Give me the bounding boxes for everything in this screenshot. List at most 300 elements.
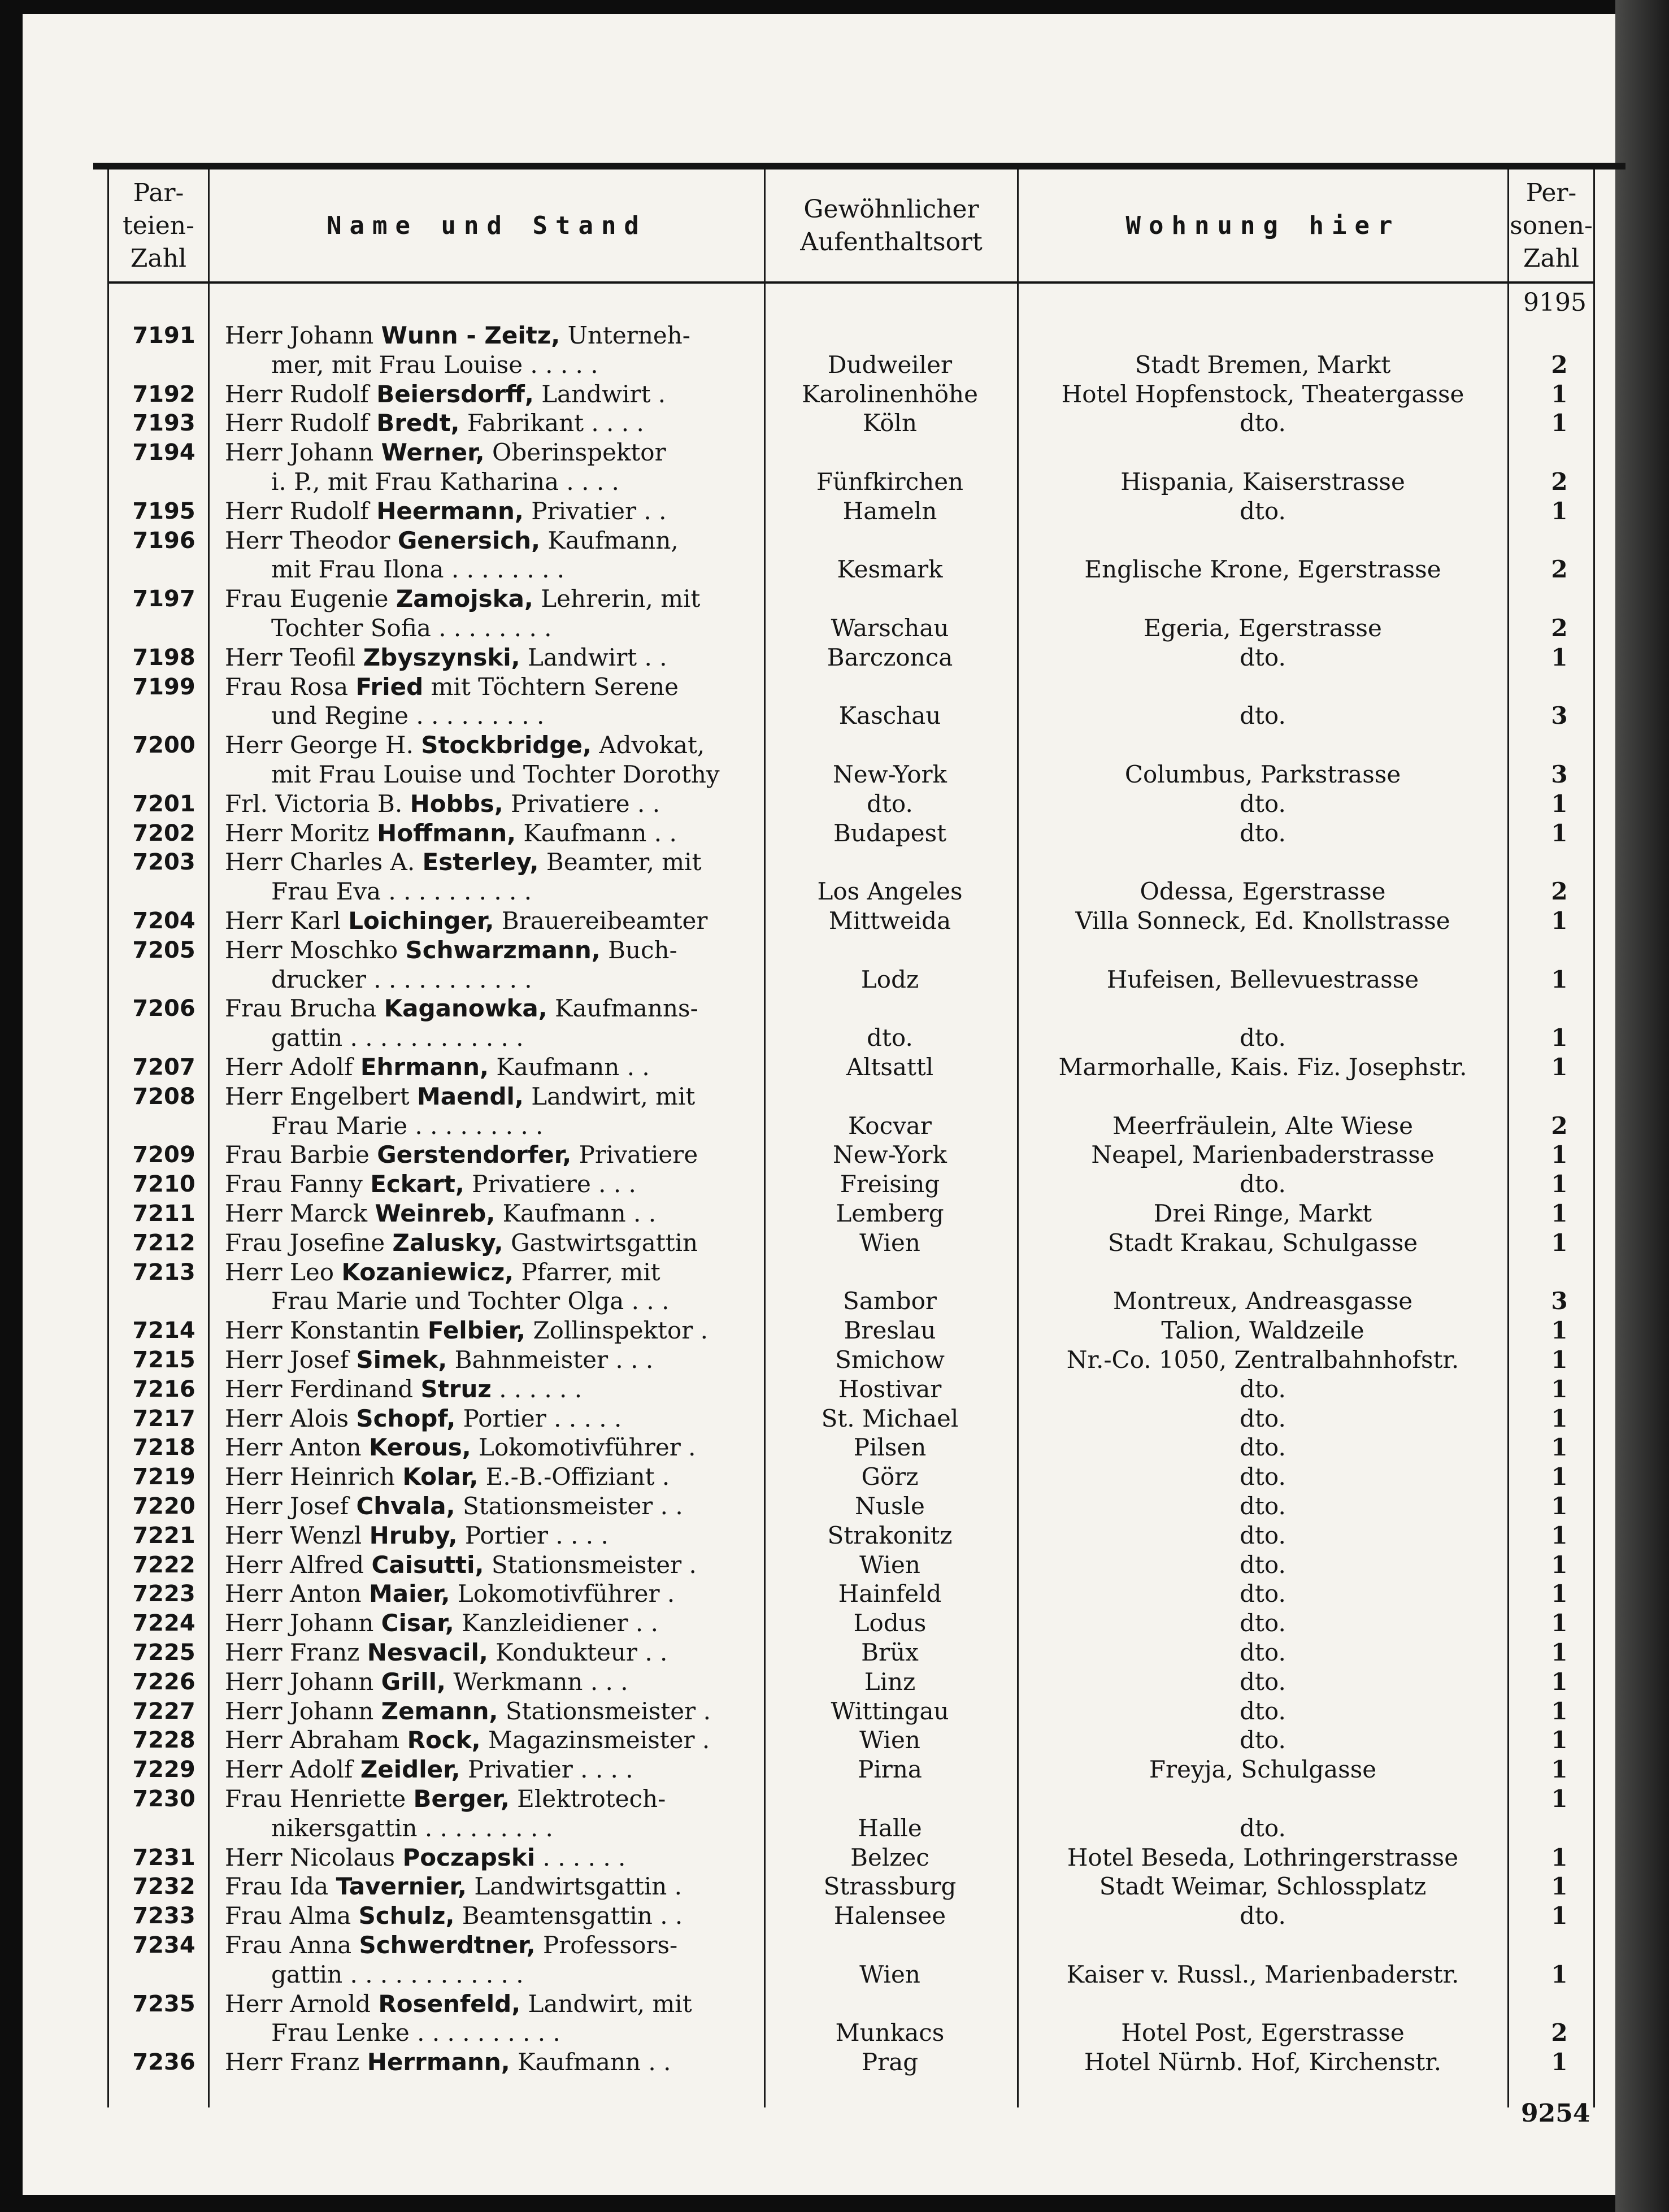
occupation: Kaufmann . .: [496, 1053, 650, 1081]
partei-number: 7191: [132, 323, 195, 349]
surname: Stockbridge,: [421, 731, 592, 759]
usual-residence: Wien: [859, 1228, 920, 1257]
occupation: Beamtensgattin . .: [462, 1902, 683, 1930]
occupation: Advokat,: [599, 731, 705, 759]
name-and-status: [225, 438, 759, 467]
local-address: Englische Krone, Egerstrasse: [1084, 555, 1441, 584]
name-and-status: [225, 1989, 759, 2019]
local-address: Nr.-Co. 1050, Zentralbahnhofstr.: [1066, 1346, 1459, 1374]
title: Herr: [225, 848, 282, 876]
table-row: [0, 1931, 1669, 1960]
partei-number: 7199: [132, 673, 195, 700]
name-and-status: [225, 1053, 759, 1082]
occupation: . . . . . .: [542, 1843, 626, 1871]
table-row: [0, 526, 1669, 555]
name-and-status: [225, 789, 759, 819]
usual-residence: Görz: [861, 1463, 919, 1491]
name-and-status: [225, 1901, 759, 1931]
person-count: 2: [1551, 2019, 1568, 2047]
surname: Cisar,: [381, 1609, 454, 1637]
person-count: 1: [1551, 1316, 1568, 1345]
surname: Esterley,: [422, 848, 539, 876]
usual-residence: Kesmark: [837, 555, 943, 584]
table-row: [0, 701, 1669, 731]
surname: Nesvacil,: [367, 1639, 488, 1666]
name-and-status: [225, 1579, 759, 1609]
surname: Tavernier,: [336, 1872, 467, 1901]
partei-number: 7200: [132, 732, 195, 759]
title: Herr: [225, 1697, 282, 1725]
first-name: Johann: [290, 321, 374, 349]
name-continuation: Tochter Sofia . . . . . . . .: [271, 614, 552, 642]
table-row: [0, 643, 1669, 672]
name-and-status: [225, 1667, 759, 1697]
first-name: Arnold: [290, 1989, 371, 2018]
local-address: Neapel, Marienbaderstrasse: [1091, 1141, 1435, 1169]
table-row: [0, 467, 1669, 497]
usual-residence: Pirna: [858, 1755, 922, 1784]
occupation: Lokomotivführer .: [479, 1433, 696, 1462]
partei-number: 7213: [132, 1259, 195, 1285]
partei-number: 7210: [132, 1171, 195, 1198]
partei-number: 7235: [132, 1991, 195, 2017]
first-name: Johann: [290, 1609, 374, 1637]
person-count: 1: [1551, 907, 1568, 935]
surname: Maier,: [368, 1580, 450, 1608]
partei-number: 7215: [132, 1347, 195, 1373]
usual-residence: Sambor: [843, 1287, 937, 1315]
name-and-status: [225, 526, 759, 555]
table-row: [0, 438, 1669, 467]
title: Herr: [225, 321, 282, 349]
surname: Struz: [420, 1375, 492, 1403]
name-and-status: [225, 819, 759, 848]
first-name: Charles A.: [290, 848, 415, 876]
usual-residence: Hainfeld: [838, 1580, 942, 1608]
person-count: 1: [1551, 1463, 1568, 1491]
person-count: 1: [1551, 643, 1568, 671]
name-and-status: [225, 321, 759, 350]
local-address: Meerfräulein, Alte Wiese: [1112, 1111, 1413, 1140]
partei-number: 7228: [132, 1727, 195, 1754]
table-row: [0, 1433, 1669, 1462]
first-name: Eugenie: [289, 585, 389, 613]
title: Herr: [225, 643, 282, 671]
first-name: Johann: [290, 438, 374, 467]
name-and-status: [225, 643, 759, 672]
occupation: Oberinspektor: [492, 438, 666, 467]
usual-residence: St. Michael: [821, 1404, 959, 1432]
partei-number: 7196: [132, 527, 195, 554]
usual-residence: Köln: [862, 409, 918, 437]
usual-residence: Smichow: [835, 1346, 945, 1374]
surname: Rosenfeld,: [378, 1989, 521, 2018]
name-and-status: [225, 1755, 759, 1784]
name-and-status: [225, 1404, 759, 1433]
table-row: [0, 1726, 1669, 1755]
partei-number: 7218: [132, 1435, 195, 1461]
surname: Felbier,: [427, 1316, 526, 1345]
occupation: Fabrikant . . . .: [467, 409, 644, 437]
table-row: [0, 877, 1669, 906]
title: Herr: [225, 1550, 282, 1579]
usual-residence: Wien: [859, 1960, 920, 1988]
person-count: 1: [1551, 1872, 1568, 1901]
first-name: Rudolf: [290, 380, 369, 408]
title: Frau: [225, 1902, 282, 1930]
table-row: [0, 1960, 1669, 1989]
usual-residence: Altsattl: [846, 1053, 934, 1081]
title: Frau: [225, 994, 282, 1023]
person-count: 3: [1551, 702, 1568, 730]
usual-residence: Wien: [859, 1726, 920, 1754]
first-name: Josef: [290, 1492, 349, 1520]
surname: Werner,: [381, 438, 485, 467]
first-name: Josef: [290, 1346, 349, 1374]
partei-number: 7233: [132, 1903, 195, 1929]
occupation: Stationsmeister .: [491, 1550, 697, 1579]
surname: Fried: [355, 672, 424, 701]
partei-number: 7208: [132, 1083, 195, 1110]
local-address: Freyja, Schulgasse: [1149, 1755, 1377, 1784]
table-row: [0, 1521, 1669, 1550]
first-name: Johann: [290, 1667, 374, 1696]
surname: Genersich,: [397, 526, 541, 554]
usual-residence: Strakonitz: [827, 1521, 953, 1549]
partei-number: 7226: [132, 1668, 195, 1695]
local-address: Hispania, Kaiserstrasse: [1120, 468, 1405, 496]
local-address: Montreux, Andreasgasse: [1112, 1287, 1413, 1315]
title: Herr: [225, 1433, 282, 1462]
name-continuation: gattin . . . . . . . . . . . .: [271, 1960, 524, 1988]
usual-residence: Lodz: [860, 965, 919, 993]
table-row: [0, 965, 1669, 994]
usual-residence: Barczonca: [827, 643, 953, 671]
title: Frau: [225, 585, 282, 613]
surname: Zemann,: [381, 1697, 498, 1725]
title: Herr: [225, 1082, 282, 1110]
occupation: Kanzleidiener . .: [462, 1609, 658, 1637]
partei-number: 7205: [132, 937, 195, 963]
partei-number: 7225: [132, 1640, 195, 1666]
occupation: Privatiere . . .: [472, 1170, 636, 1198]
name-and-status: [225, 994, 759, 1023]
title: Herr: [225, 1375, 282, 1403]
usual-residence: New-York: [832, 760, 947, 788]
surname: Zeidler,: [360, 1755, 460, 1784]
local-address: dto.: [1240, 497, 1286, 525]
table-row: [0, 408, 1669, 438]
partei-number: 7194: [132, 440, 195, 466]
table-row: [0, 1199, 1669, 1228]
partei-number: 7223: [132, 1581, 195, 1607]
surname: Zalusky,: [392, 1228, 503, 1257]
partei-number: 7197: [132, 586, 195, 612]
surname: Caisutti,: [371, 1550, 484, 1579]
table-row: [0, 1492, 1669, 1521]
usual-residence: Lemberg: [836, 1200, 944, 1227]
title: Herr: [225, 1667, 282, 1696]
local-address: dto.: [1240, 1404, 1286, 1432]
surname: Herrmann,: [367, 2048, 510, 2076]
surname: Weinreb,: [375, 1200, 496, 1227]
surname: Grill,: [381, 1667, 446, 1696]
first-name: Johann: [290, 1697, 374, 1725]
person-count: 1: [1551, 1053, 1568, 1081]
person-count: 1: [1551, 819, 1568, 847]
name-and-status: [225, 1492, 759, 1521]
first-name: Marck: [290, 1200, 368, 1227]
first-name: Adolf: [290, 1053, 353, 1081]
title: Herr: [225, 1346, 282, 1374]
final-total: 9254: [1521, 2099, 1590, 2128]
usual-residence: Halle: [858, 1814, 922, 1842]
occupation: Landwirt, mit: [528, 1989, 692, 2018]
partei-number: 7198: [132, 644, 195, 671]
usual-residence: Strassburg: [823, 1872, 957, 1901]
table-row: [0, 1023, 1669, 1053]
local-address: Marmorhalle, Kais. Fiz. Josephstr.: [1058, 1053, 1467, 1081]
first-name: Victoria B.: [275, 789, 403, 818]
usual-residence: Freising: [840, 1170, 940, 1198]
occupation: Elektrotech-: [517, 1785, 666, 1813]
table-row: [0, 1638, 1669, 1667]
table-row: [0, 1404, 1669, 1433]
first-name: Konstantin: [290, 1316, 420, 1345]
partei-number: 7201: [132, 790, 195, 817]
name-and-status: [225, 1697, 759, 1726]
occupation: mit Töchtern Serene: [431, 672, 679, 701]
partei-number: 7206: [132, 996, 195, 1022]
occupation: Privatier . . . .: [467, 1755, 633, 1784]
name-continuation: Frau Marie . . . . . . . . .: [271, 1111, 544, 1140]
first-name: Rosa: [289, 672, 349, 701]
title: Herr: [225, 438, 282, 467]
person-count: 1: [1551, 1843, 1568, 1871]
occupation: Professors-: [542, 1931, 678, 1959]
local-address: Hotel Nürnb. Hof, Kirchenstr.: [1084, 2048, 1442, 2076]
table-row: [0, 1082, 1669, 1111]
table-row: [0, 731, 1669, 760]
local-address: Hotel Beseda, Lothringerstrasse: [1067, 1843, 1459, 1871]
occupation: Pfarrer, mit: [521, 1258, 660, 1286]
surname: Poczapski: [402, 1843, 536, 1871]
title: Herr: [225, 1755, 282, 1784]
usual-residence: Lodus: [853, 1609, 927, 1637]
person-count: 1: [1551, 2048, 1568, 2076]
local-address: dto.: [1240, 643, 1286, 671]
first-name: Teofil: [290, 643, 356, 671]
local-address: Hotel Hopfenstock, Theatergasse: [1061, 380, 1464, 408]
title: Herr: [225, 1258, 282, 1286]
table-row: [0, 848, 1669, 877]
partei-number: 7216: [132, 1376, 195, 1402]
person-count: 2: [1551, 468, 1568, 496]
partei-number: 7222: [132, 1552, 195, 1578]
person-count: 1: [1551, 1433, 1568, 1462]
partei-number: 7221: [132, 1522, 195, 1549]
table-row: [0, 994, 1669, 1023]
occupation: Beamter, mit: [546, 848, 702, 876]
first-name: Alfred: [290, 1550, 364, 1579]
first-name: Nicolaus: [290, 1843, 395, 1871]
title: Frl.: [225, 789, 268, 818]
partei-number: 7217: [132, 1405, 195, 1432]
table-row: [0, 1697, 1669, 1726]
person-count: 1: [1551, 1580, 1568, 1608]
header-partei: Par- teien- Zahl: [122, 179, 195, 273]
table-row: [0, 1053, 1669, 1082]
first-name: Abraham: [290, 1726, 400, 1754]
first-name: Wenzl: [290, 1521, 362, 1549]
partei-number: 7207: [132, 1054, 195, 1080]
partei-number: 7227: [132, 1698, 195, 1724]
occupation: E.-B.-Offiziant .: [485, 1463, 670, 1491]
partei-number: 7193: [132, 410, 195, 437]
local-address: dto.: [1240, 1902, 1286, 1930]
partei-number: 7192: [132, 381, 195, 407]
name-continuation: Frau Lenke . . . . . . . . . .: [271, 2019, 560, 2047]
partei-number: 7203: [132, 849, 195, 876]
first-name: George H.: [290, 731, 414, 759]
usual-residence: Wittingau: [831, 1697, 949, 1725]
local-address: dto.: [1240, 819, 1286, 847]
person-count: 1: [1551, 497, 1568, 525]
surname: Bredt,: [376, 409, 460, 437]
local-address: Talion, Waldzeile: [1161, 1316, 1364, 1345]
local-address: dto.: [1240, 1433, 1286, 1462]
local-address: Odessa, Egerstrasse: [1140, 877, 1386, 906]
partei-number: 7212: [132, 1229, 195, 1256]
title: Frau: [225, 1228, 282, 1257]
title: Herr: [225, 819, 282, 847]
title: Herr: [225, 497, 282, 525]
partei-number: 7236: [132, 2049, 195, 2076]
title: Herr: [225, 936, 282, 964]
name-continuation: mit Frau Louise und Tochter Dorothy: [271, 760, 720, 788]
usual-residence: Munkacs: [835, 2019, 945, 2047]
partei-number: 7214: [132, 1318, 195, 1344]
local-address: dto.: [1240, 1639, 1286, 1666]
person-count: 2: [1551, 1111, 1568, 1140]
partei-number: 7202: [132, 820, 195, 846]
occupation: Zollinspektor .: [533, 1316, 709, 1345]
local-address: dto.: [1240, 1492, 1286, 1520]
local-address: Egeria, Egerstrasse: [1144, 614, 1382, 642]
usual-residence: Kocvar: [848, 1111, 932, 1140]
person-count: 1: [1551, 380, 1568, 408]
first-name: Brucha: [289, 994, 377, 1023]
first-name: Anton: [290, 1433, 362, 1462]
name-and-status: [225, 497, 759, 526]
first-name: Franz: [290, 2048, 360, 2076]
partei-number: 7224: [132, 1610, 195, 1637]
table-row: [0, 2018, 1669, 2048]
table-row: [0, 1550, 1669, 1580]
occupation: Kaufmanns-: [555, 994, 698, 1023]
occupation: Stationsmeister . .: [462, 1492, 683, 1520]
usual-residence: Mittweida: [828, 907, 951, 935]
name-and-status: [225, 848, 759, 877]
name-and-status: [225, 906, 759, 936]
person-count: 1: [1551, 1170, 1568, 1198]
name-and-status: [225, 936, 759, 965]
usual-residence: Nusle: [855, 1492, 925, 1520]
occupation: Werkmann . . .: [453, 1667, 628, 1696]
usual-residence: dto.: [867, 789, 913, 818]
name-and-status: [225, 1462, 759, 1492]
name-continuation: Frau Eva . . . . . . . . . .: [271, 877, 532, 906]
name-continuation: mer, mit Frau Louise . . . . .: [271, 350, 598, 379]
person-count: 1: [1551, 1024, 1568, 1052]
usual-residence: Prag: [861, 2048, 919, 2076]
usual-residence: Breslau: [844, 1316, 936, 1345]
table-row: [0, 1258, 1669, 1287]
name-continuation: Frau Marie und Tochter Olga . . .: [271, 1287, 670, 1315]
table-row: [0, 1375, 1669, 1404]
title: Frau: [225, 1785, 282, 1813]
usual-residence: Dudweiler: [827, 350, 953, 379]
table-row: [0, 1140, 1669, 1170]
person-count: 1: [1551, 1785, 1568, 1813]
first-name: Franz: [290, 1639, 360, 1666]
local-address: Hotel Post, Egerstrasse: [1121, 2019, 1405, 2047]
partei-number: 7211: [132, 1201, 195, 1227]
first-name: Karl: [290, 907, 341, 935]
surname: Wunn - Zeitz,: [381, 321, 560, 349]
title: Frau: [225, 1141, 282, 1169]
local-address: dto.: [1240, 409, 1286, 437]
occupation: Portier . . . . .: [463, 1404, 622, 1432]
usual-residence: New-York: [832, 1141, 947, 1169]
usual-residence: Hameln: [842, 497, 937, 525]
title: Herr: [225, 1639, 282, 1666]
title: Herr: [225, 2048, 282, 2076]
table-row: [0, 1609, 1669, 1638]
occupation: Lokomotivführer .: [457, 1580, 675, 1608]
name-and-status: [225, 1931, 759, 1960]
local-address: Drei Ringe, Markt: [1153, 1200, 1372, 1227]
person-count: 1: [1551, 1375, 1568, 1403]
usual-residence: Brüx: [861, 1639, 919, 1666]
occupation: Kaufmann . .: [518, 2048, 671, 2076]
table-row: [0, 1755, 1669, 1784]
first-name: Fanny: [289, 1170, 363, 1198]
occupation: Magazinsmeister .: [488, 1726, 710, 1754]
title: Herr: [225, 1843, 282, 1871]
title: Herr: [225, 1989, 282, 2018]
name-continuation: i. P., mit Frau Katharina . . . .: [271, 468, 619, 496]
occupation: Kaufmann . .: [502, 1200, 657, 1227]
usual-residence: Hostivar: [838, 1375, 942, 1403]
occupation: . . . . . .: [499, 1375, 583, 1403]
name-and-status: [225, 1784, 759, 1814]
surname: Gerstendorfer,: [377, 1141, 572, 1169]
first-name: Ferdinand: [290, 1375, 414, 1403]
carry-over-total: 9195: [1523, 288, 1587, 317]
title: Herr: [225, 1580, 282, 1608]
surname: Heermann,: [376, 497, 524, 525]
table-row: [0, 1667, 1669, 1697]
person-count: 1: [1551, 1667, 1568, 1696]
partei-number: 7231: [132, 1844, 195, 1871]
surname: Hobbs,: [410, 789, 503, 818]
first-name: Moritz: [290, 819, 370, 847]
name-and-status: [225, 672, 759, 702]
table-row: [0, 1901, 1669, 1931]
person-count: 1: [1551, 409, 1568, 437]
person-count: 3: [1551, 1287, 1568, 1315]
